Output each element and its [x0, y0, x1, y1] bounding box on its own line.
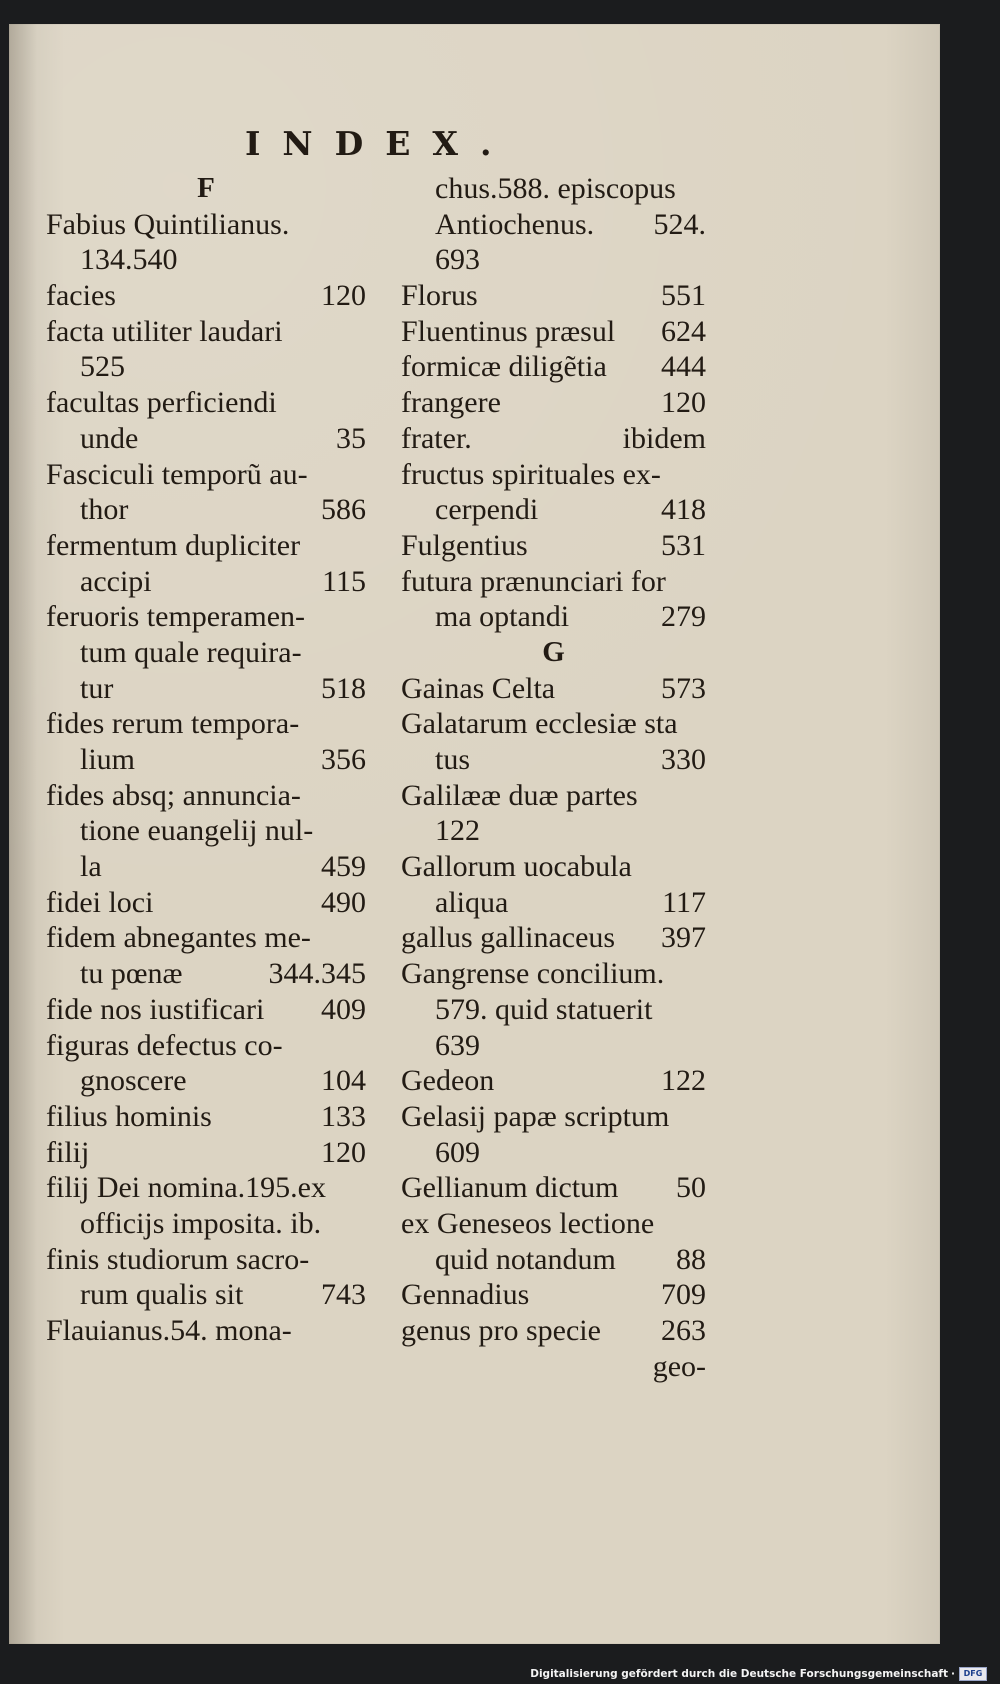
index-entry-text: figuras defectus co-: [46, 1028, 283, 1062]
index-entry-text: futura prænunciari for: [401, 564, 666, 598]
index-entry: [46, 1099, 366, 1135]
index-entry: [46, 635, 366, 671]
index-entry-text: Gellianum dictum: [401, 1171, 619, 1205]
index-entry: [401, 528, 706, 564]
index-entry-text: unde: [80, 421, 139, 455]
index-entry-text: tione euangelij nul-: [80, 814, 314, 848]
index-entry-text: formicæ diligẽtia: [401, 350, 607, 384]
index-entry-text: 134.540: [80, 243, 178, 277]
index-entry: [401, 1242, 706, 1278]
index-entry-text: Flauianus.54. mona-: [46, 1314, 292, 1347]
index-entry: [46, 314, 366, 350]
index-entry: [46, 671, 366, 707]
index-entry-text: filius hominis: [46, 1099, 212, 1133]
index-entry-text: rum qualis sit: [80, 1278, 244, 1312]
index-entry: [46, 885, 366, 921]
index-entry-text: tur: [80, 671, 114, 705]
index-entry: [46, 706, 366, 742]
index-page-number: 330: [661, 743, 706, 776]
index-entry-text: Fabius Quintilianus.: [46, 207, 290, 241]
index-entry-text: Gedeon: [401, 1064, 495, 1098]
index-entry: [401, 457, 706, 493]
index-entry: [46, 1206, 366, 1242]
credit-separator: ·: [951, 1667, 955, 1680]
index-column-right: [401, 171, 706, 1384]
index-entry-text: fidem abnegantes me-: [46, 921, 311, 955]
dfg-logo-icon: DFG: [959, 1667, 987, 1681]
index-entry-text: Fasciculi temporũ au-: [46, 457, 308, 491]
index-entry-text: finis studiorum sacro-: [46, 1242, 310, 1276]
index-entry-text: F: [197, 172, 215, 204]
index-entry: [401, 1028, 706, 1064]
index-entry: [46, 564, 366, 600]
index-page-number: 409: [321, 992, 366, 1026]
index-page-number: 573: [661, 671, 706, 705]
index-page-number: 356: [321, 743, 366, 776]
digitization-credit: [530, 1664, 987, 1683]
index-entry-text: fructus spirituales ex-: [401, 457, 661, 491]
index-entry-text: Gelasij papæ scriptum: [401, 1099, 670, 1133]
index-page-number: 624: [661, 314, 706, 348]
index-entry-text: G: [542, 635, 565, 668]
index-entry: [46, 242, 366, 278]
index-entry: [401, 1349, 706, 1385]
index-entry: [46, 492, 366, 528]
index-entry-text: fides absq; annuncia-: [46, 778, 301, 812]
index-entry: [401, 1277, 706, 1313]
index-entry: [46, 457, 366, 493]
index-entry-text: gallus gallinaceus: [401, 921, 616, 955]
index-letter-heading: [46, 171, 366, 207]
index-entry-text: 609: [435, 1135, 480, 1169]
index-entry-text: Fluentinus præsul: [401, 314, 616, 348]
index-entry: [401, 492, 706, 528]
index-entry: [401, 314, 706, 350]
index-entry-text: 693: [435, 243, 480, 277]
index-page-number: 104: [321, 1064, 366, 1098]
index-entry: [401, 207, 706, 243]
index-entry-text: fermentum dupliciter: [46, 528, 301, 562]
index-page-number: 120: [321, 1135, 366, 1169]
index-page-number: 490: [321, 885, 366, 919]
credit-text: Digitalisierung gefördert durch die Deutsche Forschungsgemeinschaft: [530, 1667, 948, 1680]
index-entry: [401, 1313, 706, 1349]
index-entry: [401, 778, 706, 814]
index-entry-text: thor: [80, 493, 129, 527]
index-page-number: 344.345: [268, 957, 366, 991]
index-entry: [401, 920, 706, 956]
index-entry-text: Gangrense concilium.: [401, 957, 665, 991]
index-entry-text: facta utiliter laudari: [46, 314, 283, 348]
index-entry-text: feruoris temperamen-: [46, 600, 306, 634]
index-entry-text: genus pro specie: [401, 1314, 601, 1347]
index-entry: [46, 1170, 366, 1206]
index-entry-text: ex Geneseos lectione: [401, 1206, 655, 1240]
index-page-number: 263: [661, 1314, 706, 1347]
index-page-number: 120: [661, 386, 706, 420]
index-entry-text: frater.: [401, 421, 472, 455]
index-entry-text: chus.588. episcopus: [435, 172, 676, 205]
index-entry: [46, 349, 366, 385]
index-entry-text: filij: [46, 1135, 90, 1169]
index-entry: [46, 1135, 366, 1171]
index-entry: [401, 421, 706, 457]
index-page-number: 133: [321, 1099, 366, 1133]
index-entry-text: accipi: [80, 564, 152, 598]
book-page: [9, 24, 940, 1644]
index-entry: [46, 421, 366, 457]
index-entry-text: Galatarum ecclesiæ sta: [401, 707, 678, 741]
index-entry-text: Gainas Celta: [401, 671, 556, 705]
index-entry: [401, 849, 706, 885]
index-page-number: ibidem: [622, 421, 706, 455]
index-entry-text: fide nos iustificari: [46, 992, 265, 1026]
index-page-number: 444: [661, 350, 706, 384]
index-page-number: 586: [321, 493, 366, 527]
index-entry-text: filij Dei nomina.195.ex: [46, 1171, 326, 1205]
index-page-number: 50: [676, 1171, 706, 1205]
index-entry: [46, 1242, 366, 1278]
index-entry-text: 639: [435, 1028, 480, 1062]
index-entry: [46, 599, 366, 635]
index-page-number: 115: [322, 564, 366, 598]
index-entry-text: cerpendi: [435, 493, 539, 527]
gutter-shadow: [9, 24, 37, 1644]
index-page-number: 120: [321, 279, 366, 313]
index-page-number: 709: [661, 1278, 706, 1312]
index-entry-text: Gallorum uocabula: [401, 850, 632, 884]
index-entry: [401, 242, 706, 278]
index-entry: [401, 671, 706, 707]
index-entry: [46, 1313, 366, 1349]
index-entry: [401, 992, 706, 1028]
index-entry-text: Galilææ duæ partes: [401, 778, 638, 812]
index-entry: [401, 885, 706, 921]
index-entry: [401, 706, 706, 742]
index-page-number: 524.: [653, 207, 706, 241]
index-entry-text: tu pœnæ: [80, 957, 183, 991]
index-entry-text: frangere: [401, 386, 501, 420]
page-heading: INDEX.: [245, 124, 514, 163]
index-entry-text: Florus: [401, 279, 478, 313]
index-entry: [46, 1063, 366, 1099]
index-entry-text: 525: [80, 350, 125, 384]
index-entry: [46, 385, 366, 421]
index-entry: [401, 349, 706, 385]
index-entry: [401, 813, 706, 849]
index-page-number: 531: [661, 528, 706, 562]
index-entry: [401, 1099, 706, 1135]
index-entry-text: 122: [435, 814, 480, 848]
index-entry-text: facies: [46, 279, 116, 313]
index-page-number: 397: [661, 921, 706, 955]
index-entry: [401, 564, 706, 600]
index-entry: [46, 956, 366, 992]
index-entry: [401, 1063, 706, 1099]
index-entry: [46, 742, 366, 778]
index-entry: [401, 1135, 706, 1171]
index-letter-heading: [401, 635, 706, 671]
index-entry: [401, 278, 706, 314]
index-entry: [401, 1170, 706, 1206]
index-entry-text: Antiochenus.: [435, 207, 595, 241]
index-entry: [401, 1206, 706, 1242]
index-entry: [46, 920, 366, 956]
index-entry: [46, 1028, 366, 1064]
index-entry-text: gnoscere: [80, 1064, 187, 1098]
index-entry: [46, 992, 366, 1028]
index-entry: [46, 778, 366, 814]
index-entry-text: officijs imposita. ib.: [80, 1206, 322, 1240]
index-page-number: 551: [661, 279, 706, 313]
index-entry: [46, 207, 366, 243]
index-entry-text: Gennadius: [401, 1278, 530, 1312]
index-page-number: 418: [661, 493, 706, 527]
index-entry-text: geo-: [652, 1349, 706, 1383]
index-entry-text: quid notandum: [435, 1242, 616, 1276]
index-page-number: 279: [661, 600, 706, 634]
index-entry: [401, 385, 706, 421]
index-page-number: 117: [662, 885, 706, 919]
index-page-number: 518: [321, 671, 366, 705]
index-entry: [46, 1277, 366, 1313]
index-entry-text: facultas perficiendi: [46, 386, 277, 420]
index-entry: [401, 599, 706, 635]
index-entry-text: fides rerum tempora-: [46, 707, 300, 741]
index-entry-text: la: [80, 850, 102, 884]
index-entry-text: tus: [435, 743, 471, 776]
index-entry: [46, 278, 366, 314]
index-entry-text: ma optandi: [435, 600, 570, 634]
index-entry: [401, 742, 706, 778]
index-entry: [401, 956, 706, 992]
index-entry: [401, 171, 706, 207]
index-page-number: 122: [661, 1064, 706, 1098]
index-entry-text: 579. quid statuerit: [435, 992, 653, 1026]
index-page-number: 459: [321, 850, 366, 884]
index-entry-text: fidei loci: [46, 885, 154, 919]
index-entry-text: aliqua: [435, 885, 509, 919]
index-entry-text: tum quale requira-: [80, 635, 302, 669]
index-entry: [46, 813, 366, 849]
index-page-number: 743: [321, 1278, 366, 1312]
index-page-number: 88: [676, 1242, 706, 1276]
index-page-number: 35: [336, 421, 366, 455]
index-entry: [46, 528, 366, 564]
index-entry-text: lium: [80, 743, 136, 776]
index-entry-text: Fulgentius: [401, 528, 528, 562]
index-entry: [46, 849, 366, 885]
index-column-left: [46, 171, 366, 1349]
